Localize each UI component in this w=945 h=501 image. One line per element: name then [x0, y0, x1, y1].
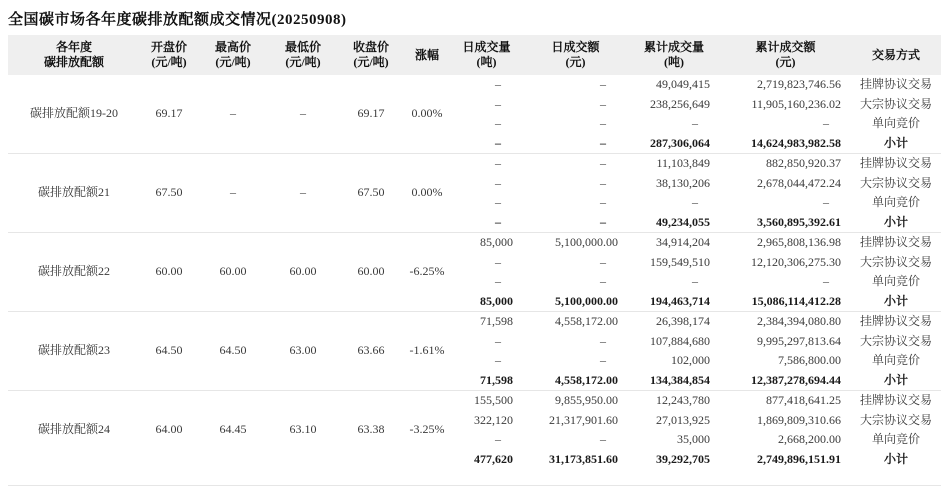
cell-daily-amount: – — [600, 195, 606, 209]
cell-close: 60.00 — [338, 233, 404, 312]
cell-method: 大宗协议交易 — [859, 254, 932, 269]
cell-cum-volume: 34,914,204 — [628, 233, 720, 253]
table-row — [8, 312, 941, 332]
table-row — [8, 154, 941, 174]
cell-method: 单向竞价 — [871, 353, 920, 367]
cell-quota-name: 碳排放配额19-20 — [30, 106, 118, 121]
cell-method: 大宗协议交易 — [859, 412, 932, 427]
cell-cum-amount: 877,418,641.25 — [720, 391, 851, 411]
cell-daily-volume: 155,500 — [450, 391, 523, 411]
cell-open: 64.00 — [140, 391, 198, 470]
cell-daily-amount: – — [523, 154, 628, 174]
cell-cum-volume: 194,463,714 — [650, 293, 710, 308]
cell-close: 63.66 — [338, 312, 404, 391]
quota-table — [8, 35, 941, 486]
cell-low: – — [300, 106, 306, 121]
cell-method: 单向竞价 — [871, 274, 920, 288]
cell-method: 小计 — [883, 135, 908, 150]
cell-daily-volume: – — [495, 254, 501, 269]
cell-daily-volume: 85,000 — [450, 233, 523, 253]
cell-daily-volume: – — [495, 432, 501, 446]
spacer-cell — [8, 469, 941, 485]
cell-cum-volume: 26,398,174 — [628, 312, 720, 332]
cell-daily-amount: – — [600, 214, 606, 229]
cell-method: 大宗协议交易 — [859, 96, 932, 111]
cell-daily-amount: – — [600, 135, 606, 150]
cell-method: 大宗协议交易 — [859, 175, 932, 190]
cell-cum-volume: 238,256,649 — [650, 96, 710, 111]
cell-cum-amount: 2,678,044,472.24 — [757, 175, 841, 190]
cell-low: – — [268, 154, 338, 233]
cell-method: 挂牌协议交易 — [859, 77, 932, 91]
cell-cum-amount: 12,387,278,694.44 — [751, 372, 841, 387]
cell-close: 69.17 — [357, 106, 385, 121]
table-row — [8, 75, 941, 95]
cell-method: 单向竞价 — [871, 116, 920, 130]
cell-daily-volume: 71,598 — [450, 312, 523, 332]
cell-daily-amount: – — [600, 77, 606, 91]
cell-open: 67.50 — [140, 154, 198, 233]
cell-daily-volume: – — [495, 175, 501, 190]
cell-daily-amount: – — [600, 432, 606, 446]
cell-daily-volume: – — [495, 96, 501, 111]
cell-high: 64.45 — [198, 391, 268, 470]
cell-daily-volume: – — [495, 135, 501, 150]
page-title: 全国碳市场各年度碳排放配额成交情况(20250908) — [8, 12, 347, 28]
cell-cum-volume: 102,000 — [671, 353, 710, 367]
cell-daily-amount: 4,558,172.00 — [555, 372, 618, 387]
cell-daily-amount: 5,100,000.00 — [555, 293, 618, 308]
cell-daily-volume: 71,598 — [480, 372, 513, 387]
cell-cum-volume: – — [692, 274, 698, 288]
cell-method: 大宗协议交易 — [859, 333, 932, 348]
col-header-change: 涨幅 — [404, 35, 450, 75]
cell-method: 小计 — [883, 451, 908, 466]
cell-daily-volume: 85,000 — [480, 293, 513, 308]
col-header-high: 最高价 (元/吨) — [198, 35, 268, 75]
cell-cum-amount: 7,586,800.00 — [778, 353, 841, 367]
cell-cum-amount: – — [823, 195, 829, 209]
cell-high: 64.50 — [198, 312, 268, 391]
cell-cum-volume: 12,243,780 — [628, 391, 720, 411]
cell-daily-amount: 31,173,851.60 — [549, 451, 618, 466]
cell-low: 63.00 — [268, 312, 338, 391]
cell-change: 0.00% — [411, 106, 443, 121]
cell-cum-volume: 39,292,705 — [656, 451, 710, 466]
cell-cum-volume: 49,234,055 — [656, 214, 710, 229]
cell-daily-volume: – — [495, 333, 501, 348]
cell-cum-amount: 2,668,200.00 — [778, 432, 841, 446]
cell-daily-volume: – — [495, 195, 501, 209]
cell-daily-amount: – — [600, 116, 606, 130]
cell-change: -1.61% — [404, 312, 450, 391]
cell-daily-amount: – — [600, 274, 606, 288]
cell-cum-amount: 12,120,306,275.30 — [751, 254, 841, 269]
cell-method: 小计 — [883, 293, 908, 308]
cell-high: – — [198, 154, 268, 233]
cell-cum-amount: 14,624,983,982.58 — [751, 135, 841, 150]
cell-cum-amount: 2,965,808,136.98 — [720, 233, 851, 253]
cell-daily-volume: – — [450, 154, 523, 174]
cell-cum-amount: 3,560,895,392.61 — [757, 214, 841, 229]
cell-cum-volume: 107,884,680 — [650, 333, 710, 348]
cell-quota-name: 碳排放配额21 — [8, 154, 140, 233]
col-header-low: 最低价 (元/吨) — [268, 35, 338, 75]
cell-close: 67.50 — [338, 154, 404, 233]
cell-cum-volume: 35,000 — [677, 432, 710, 446]
cell-quota-name: 碳排放配额22 — [8, 233, 140, 312]
cell-daily-amount: – — [600, 353, 606, 367]
cell-daily-volume: – — [495, 77, 501, 91]
cell-method: 小计 — [883, 372, 908, 387]
cell-cum-amount: 2,749,896,151.91 — [757, 451, 841, 466]
cell-daily-amount: – — [600, 254, 606, 269]
cell-daily-volume: – — [495, 274, 501, 288]
table-header-row — [8, 35, 941, 75]
cell-daily-volume: 322,120 — [474, 412, 513, 427]
col-header-daily-volume: 日成交量 (吨) — [450, 35, 523, 75]
cell-cum-volume: – — [692, 116, 698, 130]
table-row — [8, 391, 941, 411]
cell-method: 小计 — [883, 214, 908, 229]
cell-cum-volume: 134,384,854 — [650, 372, 710, 387]
cell-high: 60.00 — [198, 233, 268, 312]
cell-cum-amount: 2,719,823,746.56 — [757, 77, 841, 91]
cell-daily-volume: 477,620 — [474, 451, 513, 466]
cell-change: -6.25% — [404, 233, 450, 312]
cell-cum-volume: 49,049,415 — [656, 77, 710, 91]
cell-daily-amount: 9,855,950.00 — [523, 391, 628, 411]
col-header-open: 开盘价 (元/吨) — [140, 35, 198, 75]
cell-daily-amount: 4,558,172.00 — [523, 312, 628, 332]
table-row — [8, 233, 941, 253]
cell-daily-amount: 21,317,901.60 — [549, 412, 618, 427]
cell-cum-volume: – — [692, 195, 698, 209]
col-header-method: 交易方式 — [851, 35, 941, 75]
cell-open: 69.17 — [155, 106, 183, 121]
cell-daily-amount: – — [600, 96, 606, 111]
cell-method: 挂牌协议交易 — [851, 233, 941, 253]
cell-cum-amount: 9,995,297,813.64 — [757, 333, 841, 348]
cell-open: 60.00 — [140, 233, 198, 312]
cell-cum-volume: 38,130,206 — [656, 175, 710, 190]
cell-quota-name: 碳排放配额24 — [8, 391, 140, 470]
cell-cum-amount: 15,086,114,412.28 — [751, 293, 841, 308]
table-bottom-spacer — [8, 469, 941, 485]
cell-cum-volume: 287,306,064 — [650, 135, 710, 150]
cell-daily-amount: 5,100,000.00 — [523, 233, 628, 253]
cell-method: 挂牌协议交易 — [851, 391, 941, 411]
cell-daily-amount: – — [600, 333, 606, 348]
cell-cum-amount: – — [823, 116, 829, 130]
cell-cum-amount: 1,869,809,310.66 — [757, 412, 841, 427]
cell-cum-volume: 11,103,849 — [628, 154, 720, 174]
col-header-close: 收盘价 (元/吨) — [338, 35, 404, 75]
cell-open: 64.50 — [140, 312, 198, 391]
cell-cum-amount: 11,905,160,236.02 — [751, 96, 841, 111]
col-header-cum-volume: 累计成交量 (吨) — [628, 35, 720, 75]
cell-daily-volume: – — [495, 116, 501, 130]
cell-daily-volume: – — [495, 214, 501, 229]
cell-cum-volume: 27,013,925 — [656, 412, 710, 427]
cell-daily-volume: – — [495, 353, 501, 367]
cell-change: 0.00% — [404, 154, 450, 233]
cell-quota-name: 碳排放配额23 — [8, 312, 140, 391]
cell-cum-amount: – — [823, 274, 829, 288]
cell-method: 单向竞价 — [871, 432, 920, 446]
cell-cum-amount: 2,384,394,080.80 — [720, 312, 851, 332]
cell-cum-volume: 159,549,510 — [650, 254, 710, 269]
cell-low: 63.10 — [268, 391, 338, 470]
cell-daily-amount: – — [600, 175, 606, 190]
cell-method: 挂牌协议交易 — [851, 312, 941, 332]
cell-low: 60.00 — [268, 233, 338, 312]
cell-method: 挂牌协议交易 — [851, 154, 941, 174]
col-header-name: 各年度 碳排放配额 — [8, 35, 140, 75]
cell-close: 63.38 — [338, 391, 404, 470]
cell-high: – — [230, 106, 236, 121]
cell-method: 单向竞价 — [871, 195, 920, 209]
col-header-cum-amount: 累计成交额 (元) — [720, 35, 851, 75]
cell-change: -3.25% — [404, 391, 450, 470]
col-header-daily-amount: 日成交额 (元) — [523, 35, 628, 75]
cell-cum-amount: 882,850,920.37 — [720, 154, 851, 174]
